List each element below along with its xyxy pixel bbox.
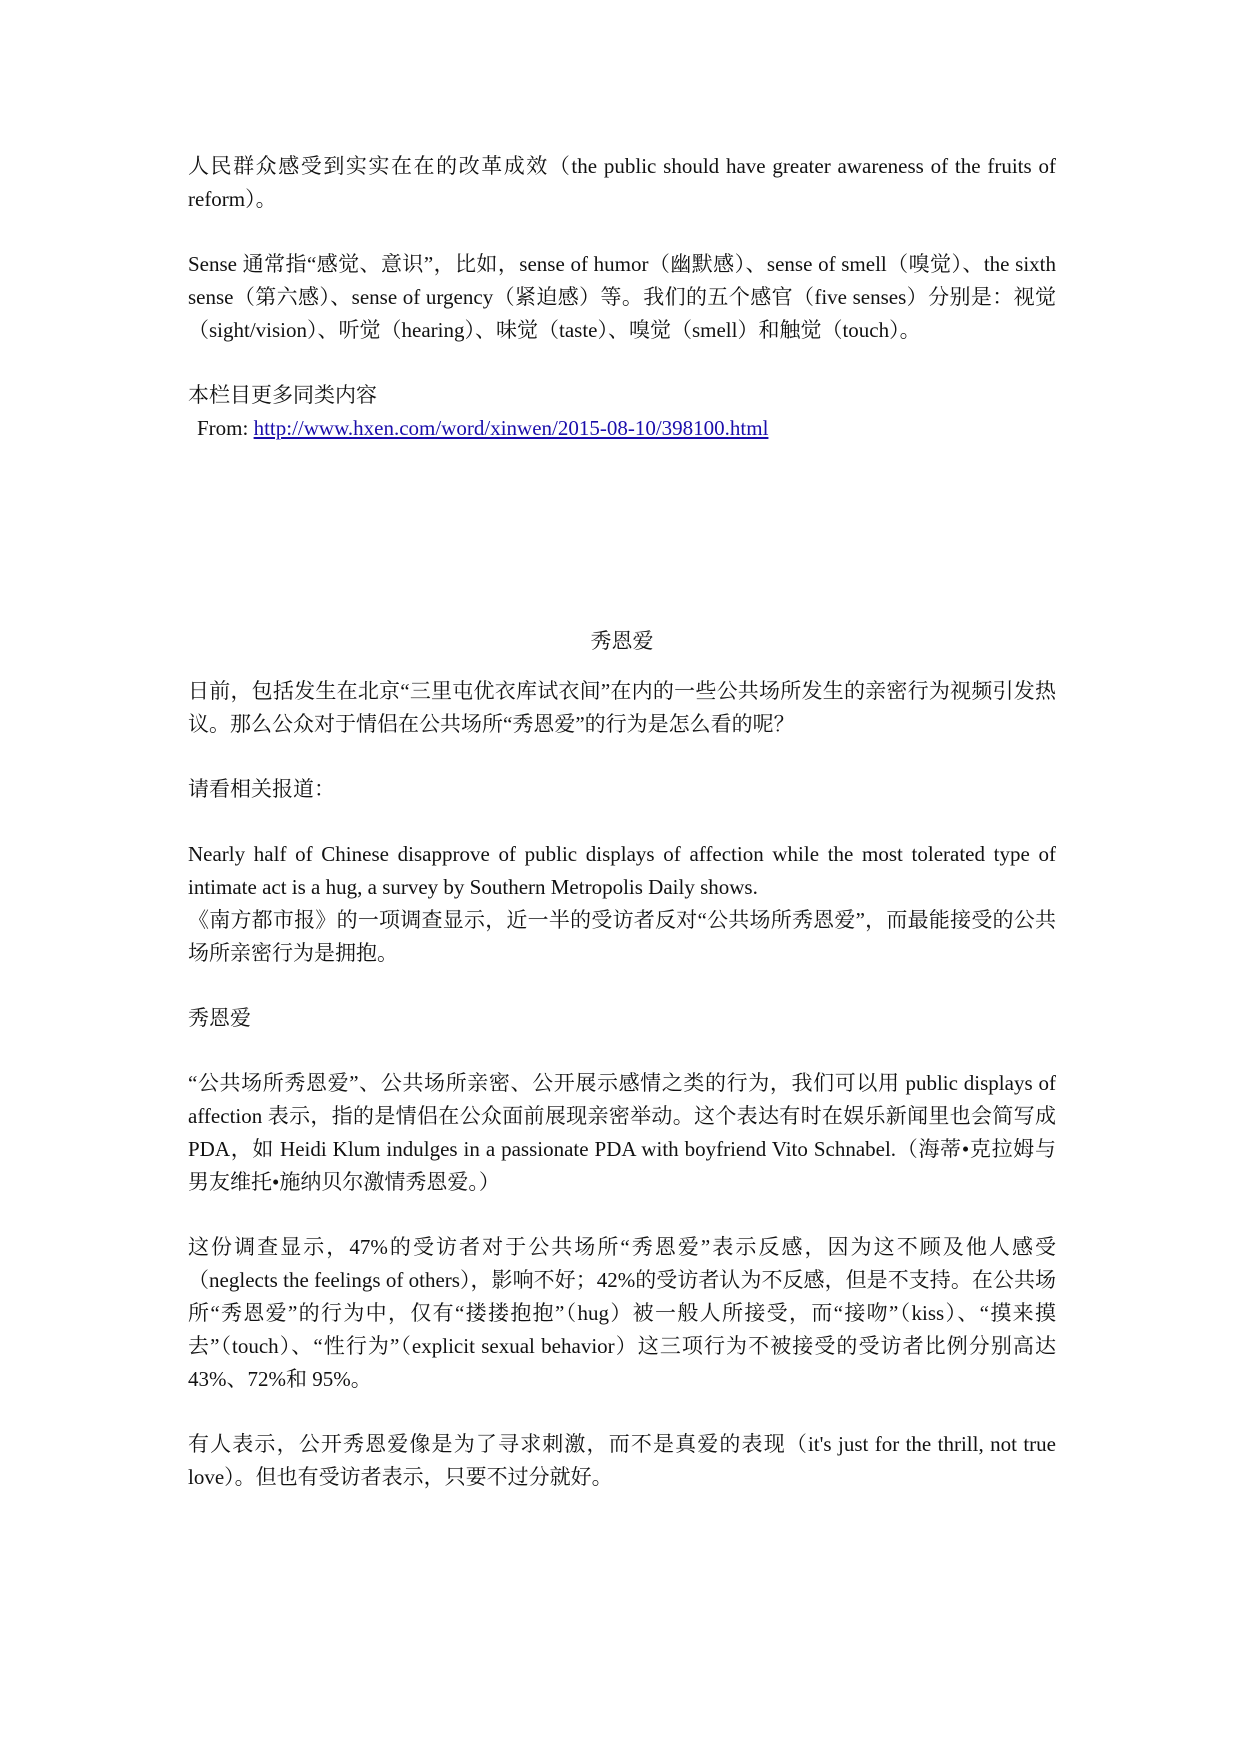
paragraph-explain: “公共场所秀恩爱”、公共场所亲密、公开展示感情之类的行为，我们可以用 public displays of affection 表示，指的是情侣在公众面前展现亲密举动。这个表达有时在娱乐新闻里也会简写成 PDA，如 Heidi Klum indulges in a passionate PDA with boyfriend Vito Schnabel.（海蒂•克拉姆与男友维托•施纳贝尔激情秀恩爱。） <box>188 1071 1056 1194</box>
paragraph-survey: 这份调查显示，47%的受访者对于公共场所“秀恩爱”表示反感，因为这不顾及他人感受（neglects the feelings of others），影响不好；42%的受访者认为不反感，但是不支持。在公共场所“秀恩爱”的行为中，仅有“搂搂抱抱”（hug）被一般人所接受，而“接吻”（kiss）、“摸来摸去”（touch）、“性行为”（explicit sexual behavior）这三项行为不被接受的受访者比例分别高达 43%、72%和 95%。 <box>188 1235 1056 1391</box>
paragraph-quote-zh: 《南方都市报》的一项调查显示，近一半的受访者反对“公共场所秀恩爱”，而最能接受的公共场所亲密行为是拥抱。 <box>188 908 1056 965</box>
paragraph-sense: Sense 通常指“感觉、意识”，比如，sense of humor（幽默感）、sense of smell（嗅觉）、the sixth sense（第六感）、sense of urgency（紧迫感）等。我们的五个感官（five senses）分别是：视觉（sight/vision）、听觉（hearing）、味觉（taste）、嗅觉（smell）和触觉（touch）。 <box>188 252 1056 342</box>
paragraph-closing: 有人表示，公开秀恩爱像是为了寻求刺激，而不是真爱的表现（it's just for the thrill, not true love）。但也有受访者表示，只要不过分就好。 <box>188 1432 1056 1489</box>
from-label: From: <box>197 416 254 440</box>
source-link[interactable]: http://www.hxen.com/word/xinwen/2015-08-10/398100.html <box>253 416 769 440</box>
paragraph-term: 秀恩爱 <box>188 1006 251 1030</box>
paragraph-quote-en: Nearly half of Chinese disapprove of public displays of affection while the most tolerated type of intimate act is a hug, a survey by Southern Metropolis Daily shows. <box>188 842 1056 899</box>
paragraph-see-report: 请看相关报道： <box>188 777 335 801</box>
document-page <box>188 150 1056 1494</box>
paragraph-intro: 日前，包括发生在北京“三里屯优衣库试衣间”在内的一些公共场所发生的亲密行为视频引发热议。那么公众对于情侣在公共场所“秀恩爱”的行为是怎么看的呢？ <box>188 679 1056 736</box>
paragraph-reform: 人民群众感受到实实在在的改革成效（the public should have greater awareness of the fruits of reform）。 <box>188 154 1056 211</box>
article-title: 秀恩爱 <box>590 629 654 653</box>
source-line <box>188 412 1056 445</box>
more-content-label: 本栏目更多同类内容 <box>188 383 377 407</box>
